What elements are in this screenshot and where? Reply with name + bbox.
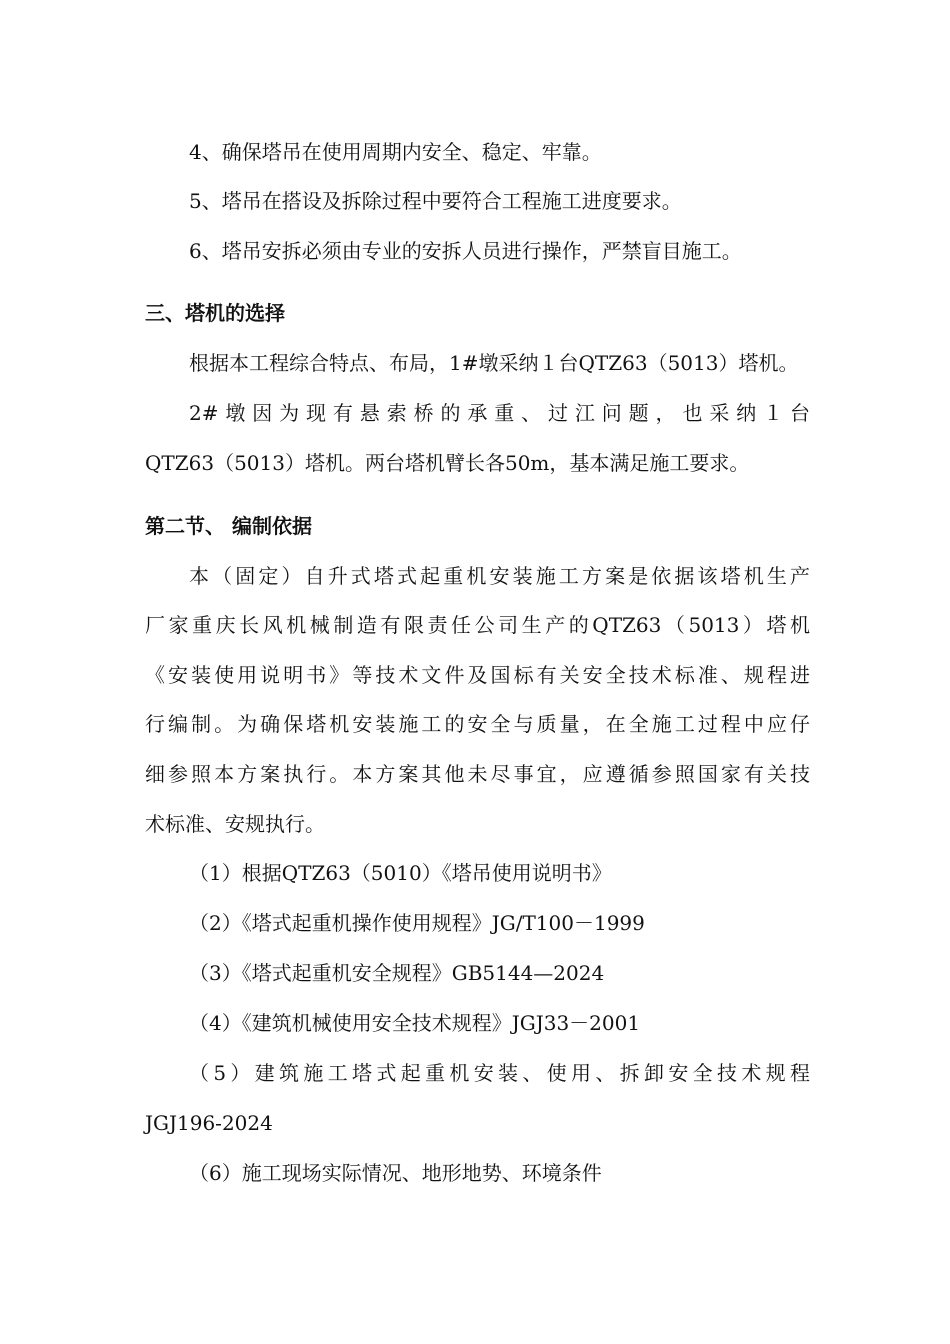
reference-item: JGJ196-2024: [145, 1111, 273, 1135]
paragraph-line: 《安装使用说明书》等技术文件及国标有关安全技术标准、规程进: [145, 663, 810, 687]
paragraph-line: 本（固定）自升式塔式起重机安装施工方案是依据该塔机生产: [189, 564, 810, 588]
reference-item: （5）建筑施工塔式起重机安装、使用、拆卸安全技术规程: [189, 1061, 810, 1085]
reference-item: （4）《建筑机械使用安全技术规程》JGJ33－2001: [189, 1011, 641, 1035]
section-heading: 三、塔机的选择: [145, 301, 285, 325]
paragraph-line: 厂家重庆长风机械制造有限责任公司生产的QTZ63（5013）塔机: [145, 613, 810, 637]
section-heading: 第二节、 编制依据: [145, 514, 312, 538]
reference-item: （2）《塔式起重机操作使用规程》JG/T100－1999: [189, 911, 645, 935]
paragraph-line: 行编制。为确保塔机安装施工的安全与质量，在全施工过程中应仔: [145, 712, 810, 736]
list-item: 4、确保塔吊在使用周期内安全、稳定、牢靠。: [189, 140, 602, 164]
paragraph-line: 术标准、安规执行。: [145, 812, 325, 836]
reference-item: （3）《塔式起重机安全规程》GB5144—2024: [189, 961, 605, 985]
list-item: 5、塔吊在搭设及拆除过程中要符合工程施工进度要求。: [189, 189, 682, 213]
reference-item: （6）施工现场实际情况、地形地势、环境条件: [189, 1161, 602, 1185]
reference-item: （1）根据QTZ63（5010）《塔吊使用说明书》: [189, 861, 612, 885]
paragraph-line: QTZ63（5013）塔机。两台塔机臂长各50m，基本满足施工要求。: [145, 451, 750, 475]
paragraph-line: 细参照本方案执行。本方案其他未尽事宜，应遵循参照国家有关技: [145, 762, 810, 786]
list-item: 6、塔吊安拆必须由专业的安拆人员进行操作，严禁盲目施工。: [189, 239, 742, 263]
paragraph-line: 根据本工程综合特点、布局，1#墩采纳１台QTZ63（5013）塔机。: [189, 351, 799, 375]
paragraph-line: 2#墩因为现有悬索桥的承重、过江问题，也采纳１台: [189, 401, 810, 425]
